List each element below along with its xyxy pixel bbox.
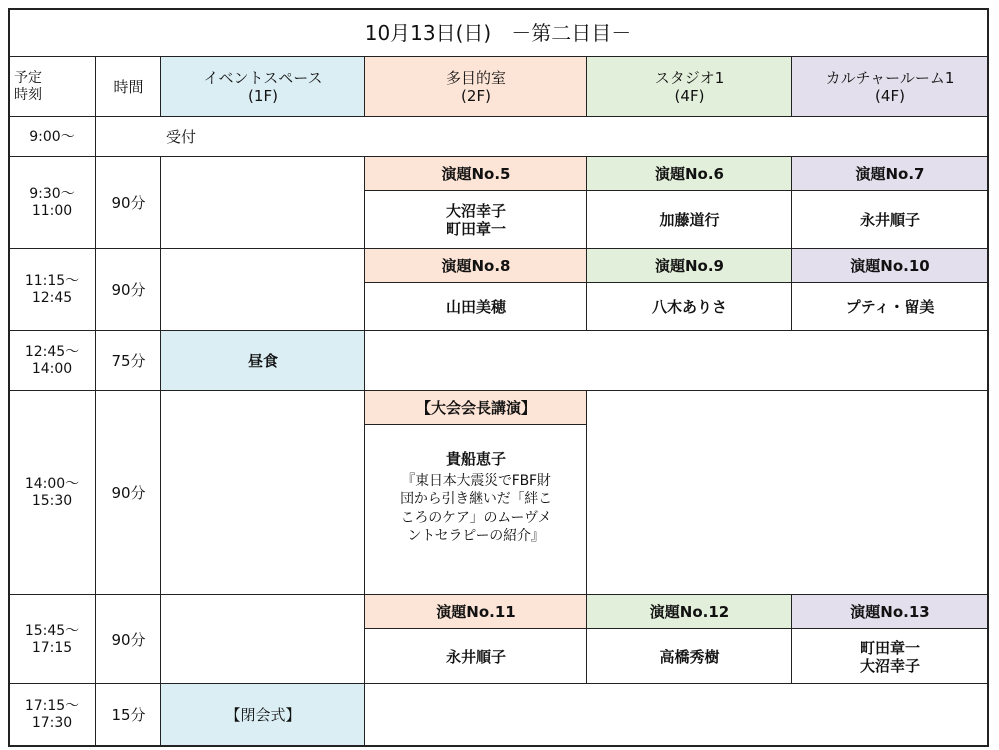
speaker-no11: 永井順子	[445, 647, 506, 666]
room-floor: (4F)	[674, 87, 705, 105]
grid-line	[791, 594, 792, 684]
duration-closing: 15分	[111, 706, 146, 724]
time-session-3: 15:45～ 17:15	[24, 622, 80, 656]
keynote-talk-title: 『東日本大震災でFBF財 団から引き継いだ「絆こ ころのケア」のムーヴメ ントセラピーの紹介』	[400, 473, 552, 545]
keynote-speaker: 貴船恵子	[445, 450, 506, 468]
closing-cell: 【閉会式】	[161, 684, 365, 746]
duration-session-1: 90分	[111, 194, 146, 212]
speaker-no8: 山田美穂	[445, 298, 506, 316]
grid-line	[8, 8, 10, 747]
speaker-no6: 加藤道行	[659, 211, 720, 229]
grid-line	[365, 628, 989, 629]
grid-line	[8, 248, 989, 249]
reception-cell: 受付	[166, 128, 197, 146]
speaker-no9: 八木ありさ	[651, 298, 727, 316]
grid-line	[8, 156, 989, 157]
room-floor: (2F)	[461, 87, 491, 105]
grid-line	[8, 594, 989, 595]
duration-session-2: 90分	[111, 281, 146, 299]
topic-no10: 演題No.10	[792, 249, 988, 283]
time-keynote: 14:00～ 15:30	[24, 476, 80, 509]
topic-no8: 演題No.8	[365, 249, 587, 283]
header-room-studio	[587, 57, 792, 117]
topic-no13: 演題No.13	[792, 595, 988, 629]
grid-line	[791, 156, 792, 331]
time-session-2: 11:15～ 12:45	[24, 273, 80, 306]
grid-line	[8, 116, 989, 117]
speaker-no10: プティ・留美	[845, 298, 935, 316]
duration-session-3: 90分	[111, 630, 146, 649]
topic-no6: 演題No.6	[587, 157, 792, 191]
topic-no12: 演題No.12	[587, 595, 792, 629]
grid-line	[364, 56, 365, 117]
speaker-no7: 永井順子	[859, 211, 920, 229]
time-session-1: 9:30～ 11:00	[29, 186, 75, 219]
grid-line	[8, 745, 989, 747]
grid-line	[365, 190, 989, 191]
header-room-event-space	[161, 57, 365, 117]
room-floor: (4F)	[875, 87, 905, 105]
topic-no9: 演題No.9	[587, 249, 792, 283]
grid-line	[8, 56, 989, 57]
duration-lunch: 75分	[111, 352, 146, 370]
header-duration-label: 時間	[113, 78, 144, 96]
topic-no5: 演題No.5	[365, 157, 587, 191]
grid-line	[791, 56, 792, 117]
grid-line	[8, 330, 989, 331]
grid-line	[8, 8, 989, 10]
duration-keynote: 90分	[111, 484, 146, 502]
room-name: 多目的室	[445, 69, 506, 87]
topic-no11: 演題No.11	[365, 595, 587, 629]
grid-line	[364, 156, 365, 746]
grid-line	[8, 390, 989, 391]
room-floor: (1F)	[248, 87, 278, 105]
header-room-culture	[792, 57, 988, 117]
keynote-label: 【大会会長講演】	[365, 391, 587, 425]
schedule-title-text: 10月13日(日) －第二日目－	[364, 21, 632, 45]
grid-line	[160, 156, 161, 746]
grid-line	[8, 683, 989, 684]
grid-line	[365, 282, 989, 283]
grid-line	[987, 8, 989, 747]
schedule-title	[8, 9, 988, 57]
speaker-no5: 大沼幸子 町田章一	[445, 202, 506, 238]
topic-no7: 演題No.7	[792, 157, 988, 191]
room-name: カルチャールーム1	[825, 69, 955, 87]
grid-line	[95, 56, 96, 746]
speaker-no12: 高橋秀樹	[659, 647, 720, 666]
time-lunch: 12:45～ 14:00	[24, 344, 80, 377]
room-name: イベントスペース	[203, 69, 323, 87]
grid-line	[586, 56, 587, 117]
header-time-label: 予定 時刻	[14, 70, 42, 103]
grid-line	[586, 390, 587, 684]
time-closing: 17:15～ 17:30	[24, 698, 80, 731]
speaker-no13: 町田章一 大沼幸子	[859, 638, 920, 675]
lunch-cell: 昼食	[161, 331, 365, 391]
header-room-multipurpose	[365, 57, 587, 117]
grid-line	[365, 424, 587, 425]
grid-line	[160, 56, 161, 117]
grid-line	[586, 156, 587, 331]
room-name: スタジオ1	[654, 69, 725, 87]
time-reception: 9:00～	[29, 128, 75, 145]
